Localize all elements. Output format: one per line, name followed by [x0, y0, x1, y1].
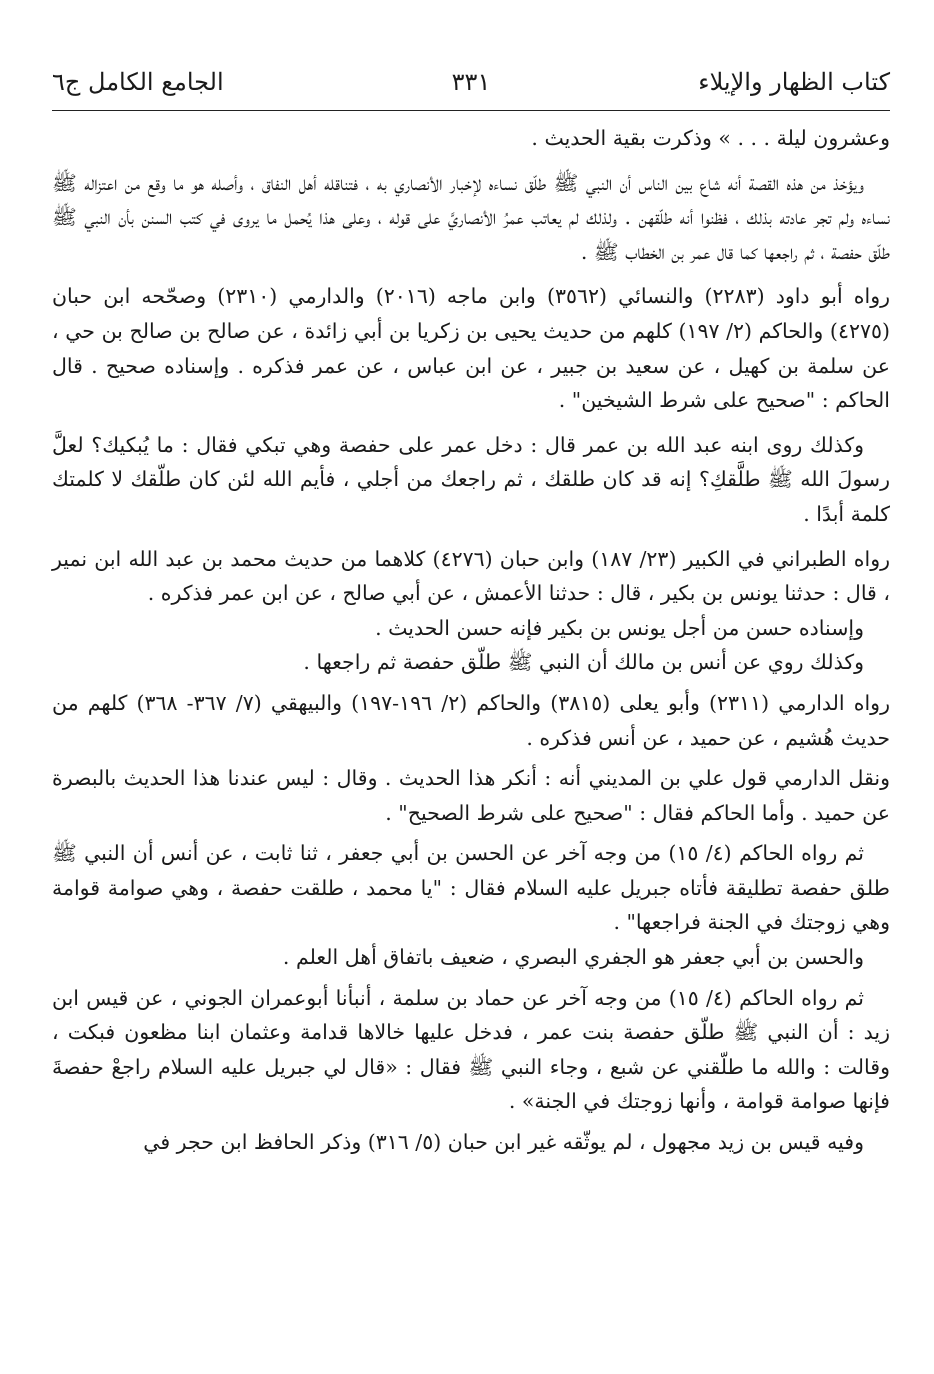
volume-title: الجامع الكامل ج٦ [52, 68, 224, 96]
paragraph: وكذلك روي عن أنس بن مالك أن النبي ﷺ طلّق حفصة ثم راجعها . [303, 650, 864, 675]
paragraph: وإسناده حسن من أجل يونس بن بكير فإنه حسن الحديث . [375, 615, 864, 640]
paragraph: رواه أبو داود (٢٢٨٣) والنسائي (٣٥٦٢) وابن ماجه (٢٠١٦) والدارمي (٢٣١٠) وصحّحه ابن حبان (٤٢٧٥) والحاكم (٢/ ١٩٧) كلهم من حديث يحيى بن زكريا بن أبي زائدة ، عن صالح بن صالح بن حي ، عن سلمة بن كهيل ، عن سعيد بن جبير ، عن ابن عباس ، عن عمر فذكره . وإسناده صحيح . قال الحاكم : "صحيح على شرط الشيخين" . [52, 284, 890, 413]
paragraph: رواه الدارمي (٢٣١١) وأبو يعلى (٣٨١٥) والحاكم (٢/ ١٩٦-١٩٧) والبيهقي (٧/ ٣٦٧- ٣٦٨) كلهم من حديث هُشيم ، عن حميد ، عن أنس فذكره . [52, 690, 890, 750]
paragraph: والحسن بن أبي جعفر هو الجفري البصري ، ضعيف باتفاق أهل العلم . [282, 945, 864, 970]
paragraph: وعشرون ليلة . . . » وذكرت بقية الحديث . [531, 126, 890, 150]
page-body [52, 121, 890, 1160]
paragraph: رواه الطبراني في الكبير (٢٣/ ١٨٧) وابن حبان (٤٢٧٦) كلاهما من حديث محمد بن عبد الله ابن نمير ، قال : حدثنا يونس بن بكير ، قال : حدثنا الأعمش ، عن أبي صالح ، عن ابن عمر فذكره . [52, 546, 891, 606]
running-head [52, 58, 890, 106]
header-rule [52, 110, 890, 111]
paragraph: ثم رواه الحاكم (٤/ ١٥) من وجه آخر عن الحسن بن أبي جعفر ، ثنا ثابت ، عن أنس أن النبي ﷺ طلق حفصة تطليقة فأتاه جبريل عليه السلام فقال : "يا محمد ، طلقت حفصة ، وهي صوامة قوامة وهي زوجتك في الجنة فراجعها" . [52, 841, 890, 935]
paragraph: ونقل الدارمي قول علي بن المديني أنه : أنكر هذا الحديث . وقال : ليس عندنا هذا الحديث بالبصرة عن حميد . وأما الحاكم فقال : "صحيح على شرط الصحيح" . [52, 766, 890, 825]
book-page [52, 58, 890, 1358]
paragraph: ثم رواه الحاكم (٤/ ١٥) من وجه آخر عن حماد بن سلمة ، أنبأنا أبوعمران الجوني ، عن قيس ابن زيد : أن النبي ﷺ طلّق حفصة بنت عمر ، فدخل عليها خالاها قدامة وعثمان ابنا مظعون فبكت ، وقالت : والله ما طلّقني عن شبع ، وجاء النبي ﷺ فقال : «قال لي جبريل عليه السلام راجعْ حفصةَ فإنها صوامة قوامة ، وأنها زوجتك في الجنة» . [52, 985, 890, 1114]
paragraph: وفيه قيس بن زيد مجهول ، لم يوثّقه غير ابن حبان (٥/ ٣١٦) وذكر الحافظ ابن حجر في [143, 1130, 864, 1155]
chapter-title: كتاب الظهار والإيلاء [698, 68, 890, 96]
page-number: ٣٣١ [451, 68, 491, 96]
paragraph: ويؤخذ من هذه القصة أنه شاع بين الناس أن النبي ﷺ طلّق نساءه لإخبار الأنصاري به ، فتناقله أهل النفاق ، وأصله هو ما وقع من اعتزاله ﷺ نساءه ولم تجر عادته بذلك ، فظنوا أنه طلّقهن . ولذلك لم يعاتب عمرُ الأنصاريَّ على قوله ، وعلى هذا يُحمل ما يروى في كتب السنن بأن النبي ﷺ طلّق حفصة ، ثم راجعها كما قال عمر بن الخطاب ﷺ . [52, 170, 890, 264]
paragraph: وكذلك روى ابنه عبد الله بن عمر قال : دخل عمر على حفصة وهي تبكي فقال : ما يُبكيك؟ لعلَّ رسولَ الله ﷺ طلَّقكِ؟ إنه قد كان طلقك ، ثم راجعك من أجلي ، فأيم الله لئن كان طلّقك لا كلمتك كلمة أبدًا . [52, 432, 890, 526]
